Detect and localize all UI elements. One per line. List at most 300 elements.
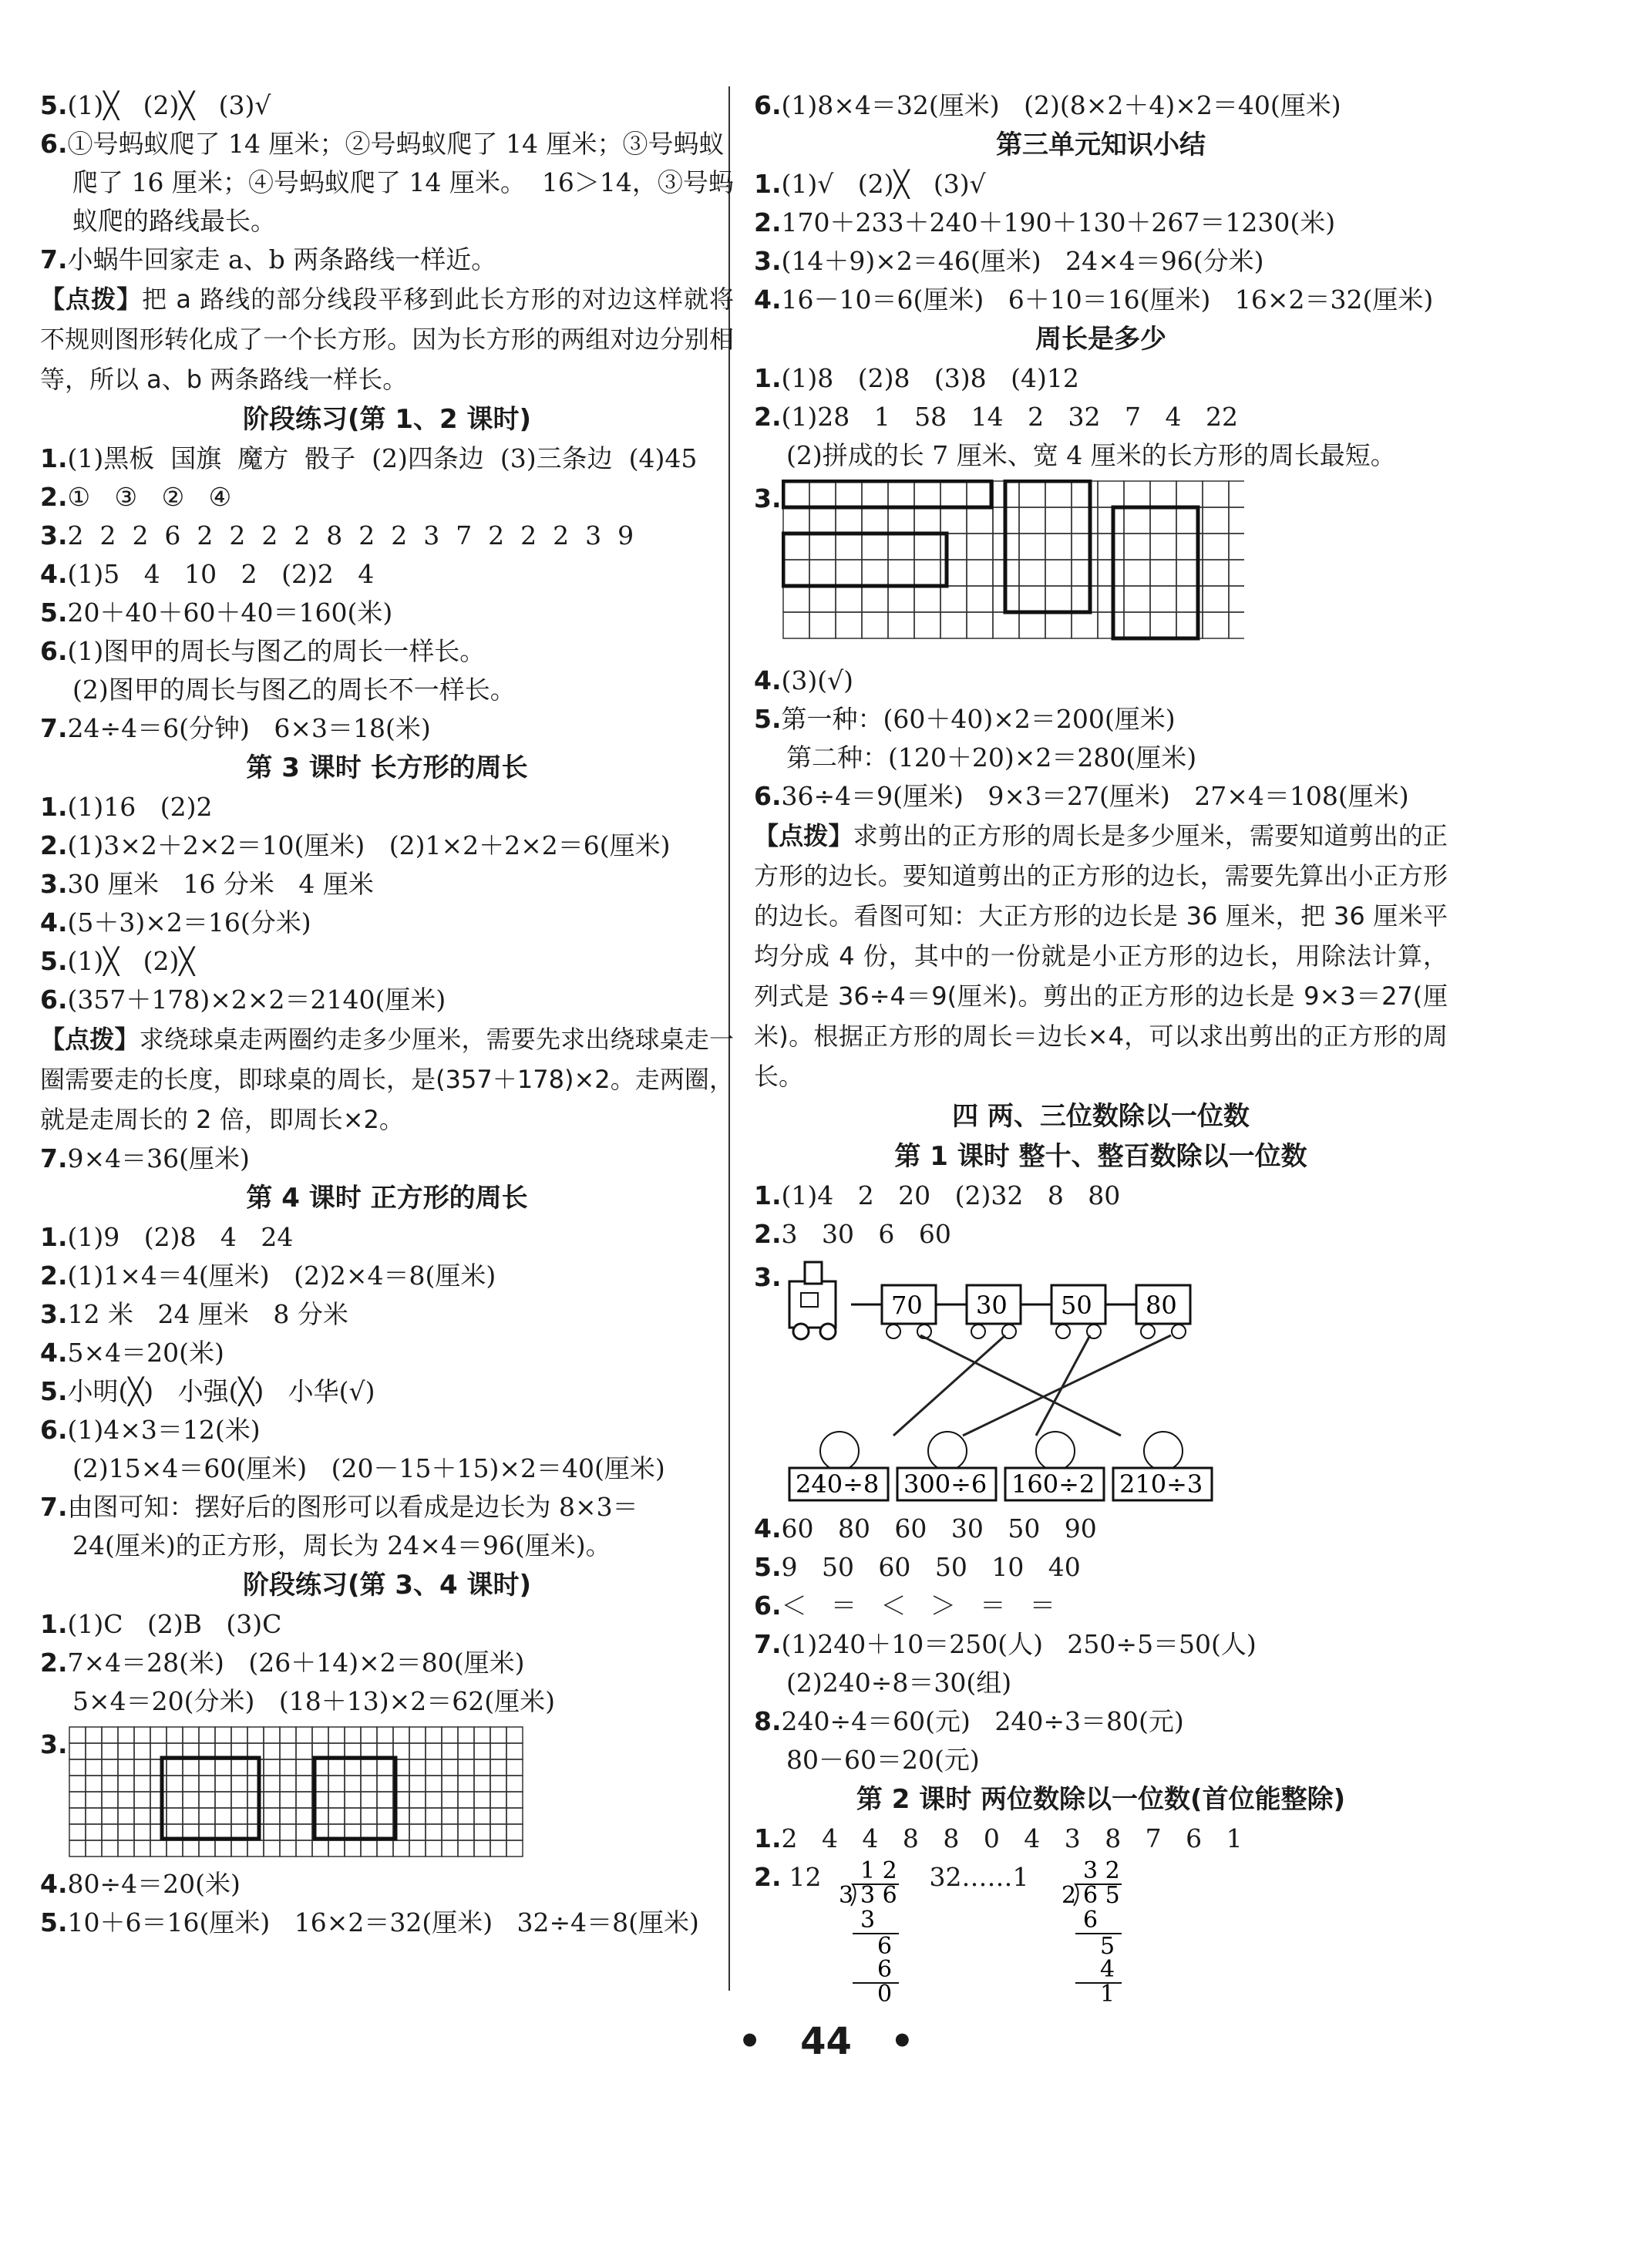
question-number: 6. <box>40 1415 68 1445</box>
grid-cell <box>134 1824 150 1840</box>
grid-cell <box>150 1727 167 1743</box>
train-car <box>851 1285 936 1338</box>
grid-cell <box>377 1792 393 1808</box>
grid-cell <box>361 1759 377 1776</box>
question-number: 4. <box>40 559 68 589</box>
grid-cell <box>345 1727 361 1743</box>
grid-cell <box>1098 534 1124 560</box>
grid-cell <box>490 1743 506 1759</box>
penguin-card <box>1113 1432 1212 1500</box>
penguin-icon <box>1036 1432 1075 1470</box>
grid-cell <box>426 1759 442 1776</box>
grid-cell <box>862 534 888 560</box>
grid-cell <box>86 1759 102 1776</box>
grid-cell <box>69 1776 86 1792</box>
answer-text: ①号蚂蚁爬了 14 厘米；②号蚂蚁爬了 14 厘米；③号蚂蚁 <box>67 129 725 159</box>
answer-text: 3 30 6 60 <box>781 1219 951 1249</box>
answer-text: (1)黑板 国旗 魔方 骰子 (2)四条边 (3)三条边 (4)45 <box>67 443 698 473</box>
question-number: 4. <box>754 284 782 315</box>
grid-cell <box>1176 481 1203 507</box>
grid-cell <box>783 586 809 612</box>
grid-cell <box>490 1808 506 1824</box>
grid-cell <box>1098 507 1124 534</box>
grid-lines <box>783 481 1244 638</box>
grid-cell <box>426 1727 442 1743</box>
subtract-2: 6 <box>876 1956 892 1983</box>
penguin-card <box>897 1432 996 1500</box>
grid-cell <box>1045 560 1072 586</box>
drawn-square <box>315 1758 395 1839</box>
answer-line <box>754 1177 1448 1215</box>
grid-cell <box>328 1776 345 1792</box>
heading-lesson-3: 第 3 课时 长方形的周长 <box>246 752 528 783</box>
tip-text: 求绕球桌走两圈约走多少厘米，需要先求出绕球桌走一圈需要走的长度，即球桌的周长，是(357＋178)×2。走两圈，就是走周长的 2 倍，即周长×2。 <box>40 1025 734 1134</box>
answer-text: 170＋233＋240＋190＋130＋267＝1230(米) <box>781 207 1336 237</box>
answer-text: ＜ ＝ ＜ ＞ ＝ ＝ <box>781 1591 1055 1621</box>
grid-cell <box>442 1743 458 1759</box>
divisor: 2 <box>1061 1882 1076 1909</box>
grid-cell <box>442 1808 458 1824</box>
grid-cell <box>150 1759 167 1776</box>
drawn-rect-4 <box>1113 507 1198 638</box>
grid-cell <box>86 1808 102 1824</box>
grid-cell <box>280 1824 296 1840</box>
answer-line <box>40 439 734 478</box>
grid-cell <box>118 1824 134 1840</box>
grid-cell <box>215 1776 231 1792</box>
grid-cell <box>862 612 888 638</box>
grid-cell <box>69 1840 86 1857</box>
grid-cell <box>312 1840 328 1857</box>
grid-cell <box>474 1840 490 1857</box>
grid-cell <box>69 1824 86 1840</box>
question-number: 3. <box>754 1262 782 1292</box>
grid-cell <box>458 1808 474 1824</box>
answer-text: ① ③ ② ④ <box>67 482 232 512</box>
answer-line <box>40 942 734 981</box>
grid-cell <box>296 1727 312 1743</box>
subtract-2: 4 <box>1099 1956 1115 1983</box>
answer-text: (1)4 2 20 (2)32 8 80 <box>781 1180 1121 1210</box>
penguin-card-expression: 300÷6 <box>903 1469 987 1499</box>
answers-unit4-lesson2 <box>754 1820 1448 1858</box>
grid-lines <box>69 1727 523 1857</box>
grid-cell <box>118 1840 134 1857</box>
answer-text: (1)╳ (2)╳ (3)√ <box>67 90 271 120</box>
grid-cell <box>862 560 888 586</box>
answer-text: (1)5 4 10 2 (2)2 4 <box>67 559 375 589</box>
grid-cell <box>361 1808 377 1824</box>
grid-cell <box>809 534 836 560</box>
train-car-number: 50 <box>1060 1291 1092 1320</box>
answer-text: (2)240÷8＝30(组) <box>786 1668 1012 1698</box>
grid-cell <box>247 1776 264 1792</box>
grid-cell <box>1072 481 1098 507</box>
grid-cell <box>183 1840 199 1857</box>
answer-text: 240÷4＝60(元) 240÷3＝80(元) <box>781 1706 1184 1736</box>
answer-line <box>754 1820 1448 1858</box>
grid-cell <box>490 1759 506 1776</box>
answer-text: (2)图甲的周长与图乙的周长不一样长。 <box>72 675 516 705</box>
grid-cell <box>1229 586 1244 612</box>
grid-cell <box>86 1792 102 1808</box>
grid-cell <box>426 1776 442 1792</box>
match-line <box>1036 1335 1090 1436</box>
answer-line <box>754 242 1448 281</box>
answer-line <box>40 1257 734 1295</box>
question-number: 1. <box>40 443 68 473</box>
left-column <box>40 86 734 1942</box>
grid-cell <box>280 1792 296 1808</box>
grid-cell <box>69 1759 86 1776</box>
grid-cell <box>426 1808 442 1824</box>
grid-cell <box>296 1743 312 1759</box>
answer-text: (1)1×4＝4(厘米) (2)2×4＝8(厘米) <box>67 1261 496 1291</box>
grid-cell <box>134 1776 150 1792</box>
grid-cell <box>377 1840 393 1857</box>
penguin-icon <box>928 1432 967 1470</box>
grid-cell <box>328 1792 345 1808</box>
penguin-card-expression: 210÷3 <box>1119 1469 1203 1499</box>
grid-cell <box>264 1776 280 1792</box>
grid-cell <box>231 1840 247 1857</box>
grid-cell <box>1019 560 1045 586</box>
grid-cell <box>458 1743 474 1759</box>
answer-text: 20＋40＋60＋40＝160(米) <box>67 598 393 628</box>
answer-line <box>40 788 734 826</box>
answer-text: 由图可知：摆好后的图形可以看成是边长为 8×3＝ <box>67 1492 638 1522</box>
grid-cell <box>888 560 914 586</box>
grid-cell <box>167 1776 183 1792</box>
answer-text: 小蜗牛回家走 a、b 两条路线一样近。 <box>67 244 497 274</box>
subtract-1: 6 <box>1082 1907 1098 1934</box>
question-number: 6. <box>754 90 782 120</box>
grid-cell <box>231 1727 247 1743</box>
tip-label: 【点拨】 <box>754 821 853 850</box>
answer-line <box>40 594 734 632</box>
grid-cell <box>967 560 993 586</box>
question-number: 3. <box>754 483 782 513</box>
grid-cell <box>247 1808 264 1824</box>
grid-cell <box>264 1727 280 1743</box>
grid-cell <box>1098 586 1124 612</box>
grid-cell <box>993 612 1019 638</box>
grid-cell <box>167 1840 183 1857</box>
grid-cell <box>1229 534 1244 560</box>
grid-cell <box>506 1759 523 1776</box>
question-number: 2. <box>754 1219 782 1249</box>
grid-cell <box>1019 586 1045 612</box>
grid-cell <box>490 1840 506 1857</box>
train-car <box>1105 1285 1190 1338</box>
grid-cell <box>247 1792 264 1808</box>
grid-cell <box>328 1727 345 1743</box>
answer-text: 30 厘米 16 分米 4 厘米 <box>67 869 374 899</box>
answer-line <box>40 1488 734 1527</box>
question-number: 2. <box>40 830 68 860</box>
answer-text: (1)240＋10＝250(人) 250÷5＝50(人) <box>781 1629 1257 1659</box>
answer-text: (1)C (2)B (3)C <box>67 1609 282 1639</box>
grid-cell <box>167 1759 183 1776</box>
grid-cell <box>862 481 888 507</box>
grid-cell <box>102 1792 118 1808</box>
grid-cell <box>134 1792 150 1808</box>
question-number: 2. <box>40 482 68 512</box>
answer-text: 蚁爬的路线最长。 <box>72 206 276 236</box>
grid-cell <box>264 1840 280 1857</box>
heading-unit4-lesson1: 第 1 课时 整十、整百数除以一位数 <box>894 1141 1307 1172</box>
heading-perimeter: 周长是多少 <box>1035 324 1166 355</box>
question-number: 3. <box>40 1299 68 1329</box>
answer-line <box>754 204 1448 242</box>
answer-line <box>754 1702 1448 1741</box>
page-number-value: 44 <box>800 2020 852 2063</box>
grid-cell <box>69 1792 86 1808</box>
grid-cell <box>215 1808 231 1824</box>
heading-unit4-lesson2: 第 2 课时 两位数除以一位数(首位能整除) <box>856 1784 1346 1815</box>
grid-cell <box>862 507 888 534</box>
grid-cell <box>183 1776 199 1792</box>
grid-cell <box>280 1759 296 1776</box>
grid-cell <box>836 481 862 507</box>
answer-text: (1)28 1 58 14 2 32 7 4 22 <box>781 402 1238 432</box>
long-division-2 <box>1045 1858 1129 2005</box>
grid-cell <box>967 586 993 612</box>
tip-label: 【点拨】 <box>40 1025 140 1054</box>
grid-cell <box>280 1776 296 1792</box>
dividend: 3 6 <box>860 1882 897 1909</box>
grid-cell <box>1045 507 1072 534</box>
grid-cell <box>490 1776 506 1792</box>
grid-cell <box>1072 586 1098 612</box>
answer-line <box>754 86 1448 125</box>
grid-cell <box>506 1808 523 1824</box>
grid-cell <box>361 1792 377 1808</box>
grid-cell <box>102 1840 118 1857</box>
answer-line <box>40 1334 734 1372</box>
answer-line <box>40 1605 734 1644</box>
grid-cell <box>264 1808 280 1824</box>
question-number: 1. <box>754 1180 782 1210</box>
grid-cell <box>458 1759 474 1776</box>
grid-cell <box>118 1727 134 1743</box>
answer-text: 2 4 4 8 8 0 4 3 8 7 6 1 <box>781 1823 1243 1853</box>
grid-cell <box>134 1759 150 1776</box>
grid-cell <box>809 507 836 534</box>
grid-cell <box>102 1808 118 1824</box>
answer-line <box>40 981 734 1019</box>
grid-cell <box>345 1792 361 1808</box>
grid-cell <box>247 1840 264 1857</box>
grid-cell <box>345 1840 361 1857</box>
grid-cell <box>1203 612 1229 638</box>
grid-cell <box>183 1759 199 1776</box>
question-number: 7. <box>40 244 68 274</box>
grid-cell <box>490 1792 506 1808</box>
grid-cell <box>102 1727 118 1743</box>
answers-lesson-3 <box>40 788 734 1019</box>
grid-cell <box>1203 507 1229 534</box>
grid-cell <box>312 1727 328 1743</box>
grid-cell <box>328 1759 345 1776</box>
answer-line <box>40 478 734 517</box>
grid-figure-rectangles <box>782 480 1244 657</box>
grid-cell <box>1229 507 1244 534</box>
answer-text: 小明(╳) 小强(╳) 小华(√) <box>67 1376 375 1406</box>
tip-text: 把 a 路线的部分线段平移到此长方形的对边这样就将不规则图形转化成了一个长方形。因为长方形的两组对边分别相等，所以 a、b 两条路线一样长。 <box>40 284 734 394</box>
grid-cell <box>836 612 862 638</box>
grid-cell <box>69 1727 86 1743</box>
answer-text: (14＋9)×2＝46(厘米) 24×4＝96(分米) <box>781 246 1264 276</box>
grid-cell <box>409 1727 426 1743</box>
penguin-card <box>1005 1432 1104 1500</box>
grid-cell <box>345 1776 361 1792</box>
grid-cell <box>809 612 836 638</box>
grid-cell <box>940 481 967 507</box>
grid-cell <box>940 560 967 586</box>
answer-text: 爬了 16 厘米；④号蚂蚁爬了 14 厘米。 16＞14，③号蚂 <box>72 167 734 197</box>
grid-cell <box>345 1808 361 1824</box>
match-line <box>963 1335 1171 1436</box>
answer-text: 80－60＝20(元) <box>786 1745 980 1775</box>
answer-value: 32……1 <box>929 1862 1029 1892</box>
question-number: 2. <box>754 1862 782 1892</box>
grid-cell <box>377 1727 393 1743</box>
answer-line <box>40 1865 734 1904</box>
answer-line <box>40 1449 734 1488</box>
grid-cell <box>183 1727 199 1743</box>
grid-cell <box>102 1776 118 1792</box>
question-number: 4. <box>754 1513 782 1543</box>
answer-text: 10＋6＝16(厘米) 16×2＝32(厘米) 32÷4＝8(厘米) <box>67 1907 699 1937</box>
question-number: 1. <box>754 169 782 199</box>
grid-cell <box>1203 560 1229 586</box>
answer-text: 2 2 2 6 2 2 2 2 8 2 2 3 7 2 2 2 3 9 <box>67 520 634 550</box>
answer-line <box>40 1218 734 1257</box>
grid-cell <box>474 1727 490 1743</box>
grid-cell <box>1098 560 1124 586</box>
grid-cell <box>134 1743 150 1759</box>
answer-text: 7×4＝28(米) (26＋14)×2＝80(厘米) <box>67 1648 525 1678</box>
answer-line <box>40 826 734 865</box>
heading-stage-practice-1-2: 阶段练习(第 1、2 课时) <box>242 404 532 435</box>
grid-cell <box>215 1759 231 1776</box>
answers-lesson-3-after <box>40 1140 734 1178</box>
answers-stage-1-2 <box>40 439 734 748</box>
tip-label: 【点拨】 <box>40 284 143 314</box>
grid-cell <box>409 1743 426 1759</box>
grid-cell <box>1072 534 1098 560</box>
tip-1 <box>40 279 734 399</box>
remainder-1: 6 <box>876 1933 892 1960</box>
question-number: 1. <box>40 1609 68 1639</box>
answer-text: (3)(√) <box>781 665 854 695</box>
answer-line <box>754 661 1448 700</box>
question-number: 5. <box>40 1376 68 1406</box>
grid-cell <box>183 1808 199 1824</box>
grid-cell <box>183 1792 199 1808</box>
answers-unit4-lesson1 <box>754 1177 1448 1254</box>
grid-cell <box>215 1727 231 1743</box>
question-number: 6. <box>40 129 68 159</box>
grid-cell <box>1229 481 1244 507</box>
answer-line <box>40 632 734 671</box>
answers-unit4-lesson1-after <box>754 1510 1448 1779</box>
answer-line <box>754 1548 1448 1587</box>
grid-cell <box>361 1727 377 1743</box>
grid-cell <box>199 1776 215 1792</box>
question-number: 2. <box>754 402 782 432</box>
answer-line <box>754 281 1448 319</box>
grid-cell <box>442 1727 458 1743</box>
grid-cell <box>914 612 940 638</box>
answer-text: (357＋178)×2×2＝2140(厘米) <box>67 985 446 1015</box>
grid-cell <box>409 1759 426 1776</box>
answers-lesson-4 <box>40 1218 734 1565</box>
answer-line <box>40 1411 734 1449</box>
grid-cell <box>474 1824 490 1840</box>
long-division-row <box>754 1858 1448 2005</box>
answer-text: (1)╳ (2)╳ <box>67 946 195 976</box>
grid-cell <box>118 1792 134 1808</box>
answer-line <box>754 700 1448 739</box>
grid-cell <box>1124 560 1150 586</box>
grid-cell <box>1203 586 1229 612</box>
grid-cell <box>1098 612 1124 638</box>
answer-value: 12 <box>789 1862 822 1892</box>
question-number: 6. <box>40 985 68 1015</box>
heading-unit-4: 四 两、三位数除以一位数 <box>952 1101 1250 1132</box>
grid-cell <box>215 1840 231 1857</box>
train-car-number: 70 <box>890 1291 923 1320</box>
grid-cell <box>69 1808 86 1824</box>
grid-cell <box>167 1808 183 1824</box>
answer-text: (2)15×4＝60(厘米) (20－15＋15)×2＝40(厘米) <box>72 1453 665 1483</box>
grid-cell <box>247 1727 264 1743</box>
grid-cell <box>783 560 809 586</box>
grid-cell <box>264 1792 280 1808</box>
grid-cell <box>264 1759 280 1776</box>
question-number: 5. <box>40 598 68 628</box>
quotient: 1 2 <box>860 1858 897 1884</box>
grid-cell <box>231 1776 247 1792</box>
train-car <box>1021 1285 1105 1338</box>
grid-cell <box>167 1727 183 1743</box>
question-number: 7. <box>754 1629 782 1659</box>
grid-cell <box>474 1743 490 1759</box>
grid-question-3-right <box>754 480 1448 657</box>
remainder-2: 1 <box>1099 1981 1115 2005</box>
question-number: 1. <box>40 1222 68 1252</box>
penguin-card-expression: 240÷8 <box>795 1469 879 1499</box>
grid-cell <box>888 534 914 560</box>
grid-cell <box>809 481 836 507</box>
question-number: 7. <box>40 1492 68 1522</box>
grid-cell <box>426 1743 442 1759</box>
answer-text: (1)9 (2)8 4 24 <box>67 1222 294 1252</box>
answer-text: 第二种：(120＋20)×2＝280(厘米) <box>786 742 1197 773</box>
grid-cell <box>940 586 967 612</box>
grid-cell <box>474 1792 490 1808</box>
grid-cell <box>134 1808 150 1824</box>
grid-cell <box>458 1824 474 1840</box>
question-number: 3. <box>754 246 782 276</box>
grid-figure-squares <box>68 1725 530 1860</box>
answers-stage-3-4 <box>40 1605 734 1721</box>
grid-cell <box>1124 481 1150 507</box>
grid-cell <box>377 1808 393 1824</box>
grid-cell <box>409 1776 426 1792</box>
